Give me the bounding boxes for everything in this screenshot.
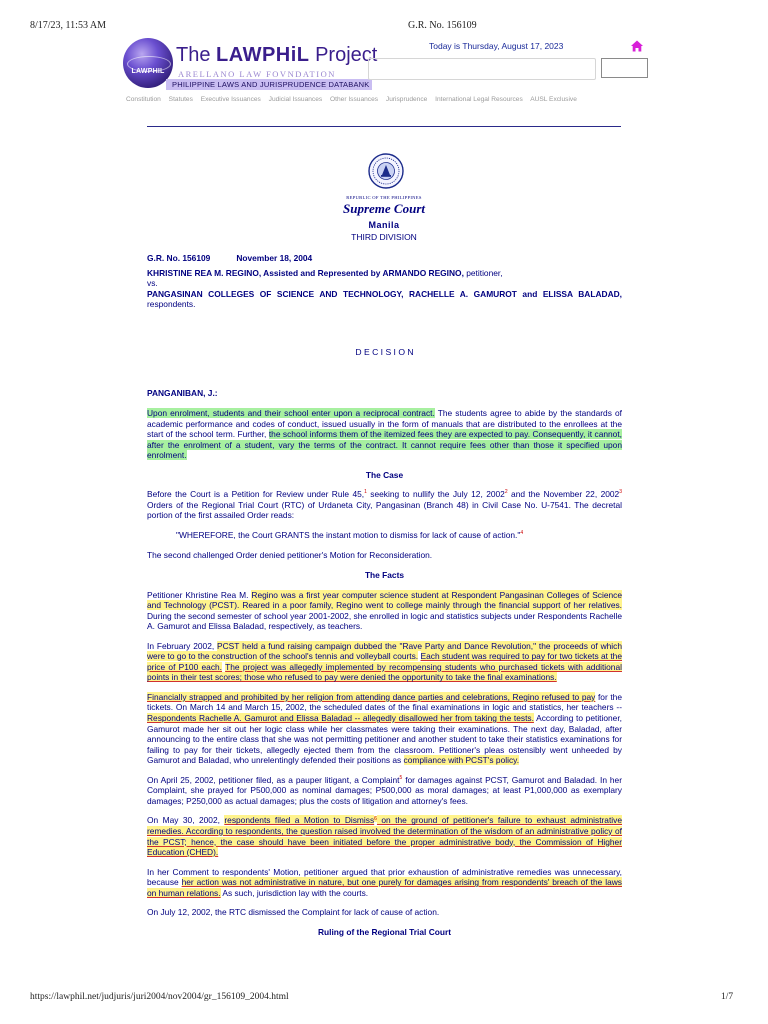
paragraph-10: On July 12, 2002, the RTC dismissed the Complaint for lack of cause of action. [147, 907, 440, 918]
supreme-court-seal-icon [368, 153, 404, 189]
highlight-yellow-underlined: Respondents Rachelle A. Gamurot and Elissa Baladad -- allegedly disallowed her from taking the tests. [147, 713, 534, 724]
logo-label: LAWPHIL [131, 68, 165, 75]
versus: vs. [147, 278, 158, 289]
nav-judicial-issuances[interactable]: Judicial Issuances [268, 96, 323, 103]
text-run: and the November 22, 2002 [507, 489, 620, 500]
footnote-ref-6[interactable]: 6 [374, 815, 377, 822]
today-date: Today is Thursday, August 17, 2023 [429, 41, 564, 51]
highlight-yellow-underlined: respondents filed a Motion to Dismiss [224, 815, 375, 826]
footnote-ref-2[interactable]: 2 [504, 489, 508, 496]
gr-number: G.R. No. 156109 [147, 253, 211, 263]
brand-prefix: The [176, 44, 217, 66]
highlight-yellow-underlined: her action was not administrative in nature, but one purely for damages arising from respondents' breach of the laws on human relations. [147, 877, 622, 898]
site-brand[interactable] [176, 44, 378, 79]
petitioner-role: petitioner, [463, 267, 503, 278]
decision-date: November 18, 2004 [236, 253, 313, 263]
highlight-yellow-underlined: Financially strapped and prohibited by her religion from attending dance parties and celebrations, Regino refused to pay [147, 691, 596, 702]
petitioner-line [147, 268, 622, 279]
text-run: seeking to nullify the July 12, 2002 [366, 489, 505, 500]
text-run: Orders of the Regional Trial Court (RTC) of Urdaneta City, Pangasinan (Branch 48) in Civil Case No. U-7541. The decretal portion of the first assailed Order reads: [147, 499, 622, 521]
highlight-yellow: PCST held a fund raising campaign dubbed the "Rave Party and Dance Revolution," the proceeds of which were to go to the construction of the school's tennis and volleyball courts. [147, 640, 622, 662]
print-datetime: 8/17/23, 11:53 AM [30, 20, 107, 31]
text-run: for the tickets. On March 14 and March 15, 2002, the scheduled dates of the final examinations in logic and statistics, her teachers -- [147, 691, 622, 713]
text-run: Petitioner Khristine Rea M. [147, 589, 252, 600]
header-divider [147, 126, 621, 127]
footnote-ref-4[interactable]: 4 [520, 530, 524, 537]
highlight-yellow: Regino was a first year computer science student at Respondent Pangasinan Colleges of Science and Technology (PCST). Reared in a poor family, Regino went to college mainly through the financial support of her relatives. [147, 589, 622, 611]
republic-label: REPUBLIC OF THE PHILIPPINES [346, 195, 422, 200]
text-run: As such, jurisdiction lay with the courts. [220, 887, 369, 898]
home-icon[interactable] [630, 39, 644, 53]
foundation-name: ARELLANO LAW FOVNDATION [178, 69, 336, 79]
paragraph-6 [147, 692, 622, 766]
text-run: In her Comment to respondents' Motion, petitioner argued that prior exhaustion of administrative remedies was unnecessary, because [147, 866, 622, 888]
print-doc-title: G.R. No. 156109 [408, 20, 477, 31]
nav-statutes[interactable]: Statutes [168, 96, 193, 103]
nav-constitution[interactable]: Constitution [126, 96, 161, 103]
footnote-ref-1[interactable]: 1 [364, 489, 367, 496]
case-number-line [147, 253, 622, 264]
databank-banner: PHILIPPINE LAWS AND JURISPRUDENCE DATABANK [166, 79, 372, 90]
text-run: Before the Court is a Petition for Review under Rule 45, [147, 489, 365, 500]
text-run: In February 2002, [147, 640, 218, 651]
ponente: PANGANIBAN, J.: [147, 388, 218, 398]
brand-suffix: Project [309, 44, 378, 66]
quoted-order [147, 530, 622, 541]
paragraph-8 [147, 815, 622, 857]
nav-other-issuances[interactable]: Other Issuances [330, 96, 379, 103]
petitioner-name: KHRISTINE REA M. REGINO, Assisted and Represented by ARMANDO REGINO, [147, 267, 464, 278]
highlight-yellow: compliance with PCST's policy. [403, 755, 520, 766]
highlight-yellow-underlined: The project was allegedly implemented by recompensing students who purchased tickets with additional points in their test scores; those who refused to pay were denied the opportunity to take the final examinations. [147, 661, 622, 683]
court-city: Manila [368, 220, 400, 230]
heading-the-case: The Case [365, 469, 404, 480]
text-run: On April 25, 2002, petitioner filed, as a pauper litigant, a Complaint [147, 774, 400, 785]
case-caption [147, 253, 622, 310]
text-run: During the second semester of school year 2001-2002, she enrolled in logic and statistics subjects under Respondents Rachelle A. Gamurot and Elissa Baladad, respectively, as teachers. [147, 610, 622, 632]
text-run: for damages against PCST, Gamurot and Baladad. In her Complaint, she prayed for P500,000 as nominal damages; P500,000 as moral damages; at least P1,000,000 as exemplary damages; P250,000 as actual damages; plus the costs of litigation and attorney's fees. [147, 774, 622, 806]
respondent-names: PANGASINAN COLLEGES OF SCIENCE AND TECHNOLOGY, RACHELLE A. GAMUROT and ELISSA BALADAD, [147, 288, 622, 299]
paragraph-2 [147, 489, 622, 521]
respondent-line [147, 289, 622, 310]
nav-executive-issuances[interactable]: Executive Issuances [200, 96, 261, 103]
paragraph-3: The second challenged Order denied petitioner's Motion for Reconsideration. [147, 550, 433, 561]
footnote-ref-5[interactable]: 5 [399, 774, 403, 781]
quote-text: "WHEREFORE, the Court GRANTS the instant motion to dismiss for lack of cause of action." [176, 529, 521, 540]
paragraph-1 [147, 408, 622, 461]
highlight-green: Upon enrolment, students and their school enter upon a reciprocal contract. [147, 408, 435, 418]
text-run: The students agree to abide by the standards of academic performance and codes of conduct, issued usually in the form of manuals that are distributed to the enrollees at the start of the school term. Further, [147, 408, 622, 440]
decision-body [147, 408, 622, 937]
highlight-yellow-underlined: on the ground of petitioner's failure to exhaust administrative remedies. According to respondents, the question raised involved the determination of the wisdom of an administrative policy of the PCST; hence, the case should have been initiated before the proper administrative body, the Commission of Higher Education (CHED). [147, 815, 622, 858]
court-division: THIRD DIVISION [351, 232, 417, 242]
paragraph-7 [147, 775, 622, 807]
print-page-number: 1/7 [721, 992, 734, 1002]
paragraph-4 [147, 590, 622, 632]
text-run: According to petitioner, Gamurot made her sit out her logic class while her classmates were taking their examinations. The next day, Baladad, after announcing to the entire class that she was not permitting petitioner and another student to take their statistics examinations for failing to pay for their tickets, allegedly ejected them from the classroom. Petitioner's pleas ostensibly went unheeded by Gamurot and Baladad, who unrelentingly defended their positions as [147, 713, 622, 766]
site-nav [126, 96, 583, 103]
nav-ausl-exclusive[interactable]: AUSL Exclusive [530, 96, 577, 103]
print-url: https://lawphil.net/judjuris/juri2004/nov2004/gr_156109_2004.html [30, 992, 289, 1002]
heading-rtc-ruling: Ruling of the Regional Trial Court [317, 926, 452, 937]
search-button[interactable] [601, 58, 648, 78]
paragraph-9 [147, 867, 622, 899]
respondent-role: respondents. [147, 299, 196, 310]
highlight-green: the school informs them of the itemized fees they are expected to pay. Consequently, it cannot, after the enrolment of a student, vary the terms of the contract. It cannot require fees other than those it specified upon enrolment. [147, 429, 622, 461]
paragraph-5 [147, 641, 622, 683]
highlight-yellow-underlined: Each student was required to pay for two tickets at the price of P100 each. [147, 651, 623, 672]
text-run: On May 30, 2002, [147, 815, 225, 826]
nav-jurisprudence[interactable]: Jurisprudence [385, 96, 428, 103]
search-input[interactable] [368, 58, 596, 80]
brand-strong: LAWPHiL [216, 44, 310, 66]
heading-the-facts: The Facts [364, 570, 405, 581]
decision-heading: D E C I S I O N [355, 347, 414, 357]
nav-international-legal-resources[interactable]: International Legal Resources [435, 96, 523, 103]
footnote-ref-3[interactable]: 3 [619, 489, 622, 496]
court-name: Supreme Court [343, 201, 425, 216]
